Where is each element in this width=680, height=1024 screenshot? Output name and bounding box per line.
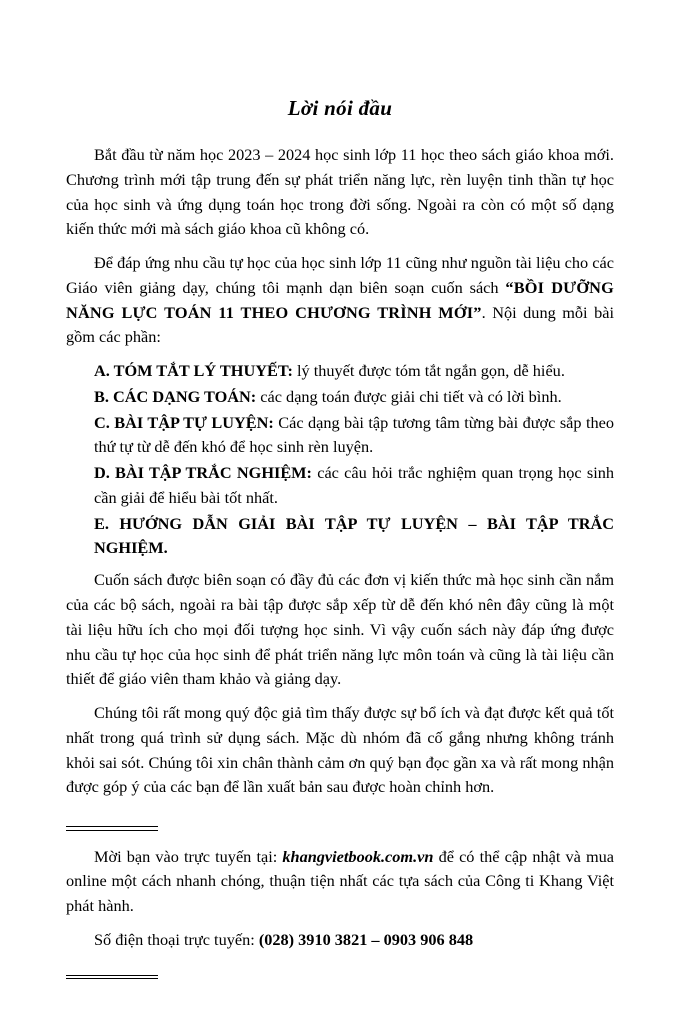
hotline-numbers: (028) 3910 3821 – 0903 906 848 xyxy=(258,929,474,949)
section-body-a: lý thuyết được tóm tắt ngắn gọn, dễ hiểu. xyxy=(292,361,565,381)
footer-online-tail: để có thể cập nhật và mua online một cách nhanh chóng, thuận tiện nhất các tựa sách của Công ti Khang Việt phát hành. xyxy=(66,846,615,916)
divider-line xyxy=(66,830,158,831)
purpose-lead: Để đáp ứng nhu cầu tự học của học sinh lớp 11 cũng như nguồn tài liệu cho các Giáo viên giảng dạy, chúng tôi mạnh dạn biên soạn cuốn sách xyxy=(66,253,614,297)
list-item xyxy=(66,385,614,410)
section-heading-b: B. CÁC DẠNG TOÁN: xyxy=(94,386,257,406)
list-item xyxy=(66,461,614,511)
closing-paragraph-1: Cuốn sách được biên soạn có đầy đủ các đơn vị kiến thức mà học sinh cần nắm của các bộ sách, ngoài ra bài tập được sắp xếp từ dễ đến khó nên đây cũng là một tài liệu hữu ích cho mọi đối tượng học sinh. Vì vậy cuốn sách này đáp ứng được nhu cầu tự học của học sinh để phát triển năng lực môn toán và cũng là tài liệu cần thiết để giáo viên tham khảo và giảng dạy. xyxy=(66,570,614,689)
purpose-tail: . Nội dung mỗi bài gồm các phần: xyxy=(66,302,614,347)
divider-top xyxy=(66,826,614,831)
list-item xyxy=(66,411,614,461)
hotline-label: Số điện thoại trực tuyến: xyxy=(94,929,259,949)
purpose-paragraph xyxy=(66,251,614,350)
section-heading-e: E. HƯỚNG DẪN GIẢI BÀI TẬP TỰ LUYỆN – BÀI TẬP TRẮC NGHIỆM. xyxy=(94,513,614,558)
list-item xyxy=(66,359,614,384)
website-link[interactable]: khangvietbook.com.vn xyxy=(282,846,434,866)
page-title: Lời nói đầu xyxy=(287,96,393,120)
divider-line xyxy=(66,826,158,827)
divider-bottom xyxy=(66,975,614,980)
section-body-c: Các dạng bài tập tương tâm từng bài được sắp theo thứ tự từ dễ đến khó để học sinh rèn luyện. xyxy=(94,412,614,457)
section-list xyxy=(66,359,614,561)
section-body-b: các dạng toán được giải chi tiết và có lời bình. xyxy=(256,386,562,406)
section-heading-a: A. TÓM TẮT LÝ THUYẾT: xyxy=(94,361,293,381)
divider-line xyxy=(66,978,158,979)
closing-paragraph-2: Chúng tôi rất mong quý độc giả tìm thấy được sự bổ ích và đạt được kết quả tốt nhất trong quá trình sử dụng sách. Mặc dù nhóm đã cố gắng nhưng không tránh khỏi sai sót. Chúng tôi xin chân thành cảm ơn quý bạn đọc gần xa và rất mong nhận được góp ý của các bạn để lần xuất bản sau được hoàn chỉnh hơn. xyxy=(66,703,614,797)
list-item xyxy=(66,512,614,562)
footer-online-lead: Mời bạn vào trực tuyến tại: xyxy=(94,846,283,866)
footer-online-note xyxy=(66,845,614,919)
intro-paragraph: Bắt đầu từ năm học 2023 – 2024 học sinh lớp 11 học theo sách giáo khoa mới. Chương trình mới tập trung đến sự phát triển năng lực, rèn luyện tinh thần tự học của học sinh và ứng dụng toán học trong đời sống. Ngoài ra còn có một số dạng kiến thức mới mà sách giáo khoa cũ không có. xyxy=(66,145,614,239)
footer xyxy=(66,845,614,953)
section-heading-d: D. BÀI TẬP TRẮC NGHIỆM: xyxy=(94,463,312,483)
section-heading-c: C. BÀI TẬP TỰ LUYỆN: xyxy=(94,412,274,432)
footer-hotline xyxy=(66,928,614,953)
book-title: “BỒI DƯỠNG NĂNG LỰC TOÁN 11 THEO CHƯƠNG TRÌNH MỚI” xyxy=(66,277,615,322)
divider-line xyxy=(66,975,158,976)
section-body-d: các câu hỏi trắc nghiệm quan trọng học sinh cần giải để hiểu bài tốt nhất. xyxy=(94,463,615,507)
